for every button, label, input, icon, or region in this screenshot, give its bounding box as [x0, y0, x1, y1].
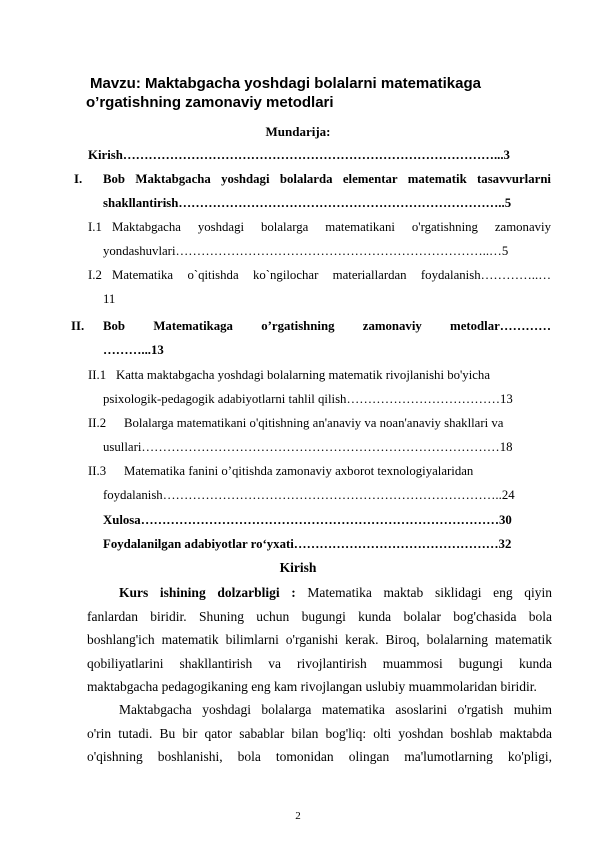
toc-chapter-1-title-cont: shakllantirish…………………………………………………………………..5	[103, 196, 512, 210]
toc-chapter-1-title: Bob Maktabgacha yoshdagi bolalarda elementar matematik tasavvurlarni	[103, 172, 551, 186]
toc-intro: Kirish……………………………………………………………………………...3	[88, 148, 510, 162]
paragraph-1-line-1-text: Matematika maktab siklidagi eng qiyin	[295, 585, 552, 600]
toc-section-2-3-title: Matematika fanini o’qitishda zamonaviy axborot texnologiyalaridan	[124, 464, 474, 478]
toc-chapter-1-number: I.	[74, 172, 83, 186]
paragraph-1-line-5: maktabgacha pedagogikaning eng kam rivojlangan uslubiy muammolaridan biridir.	[87, 679, 537, 694]
paragraph-2	[87, 698, 552, 769]
toc-conclusion: Xulosa…………………………………………………………………………30	[103, 513, 512, 527]
toc-references: Foydalanilgan adabiyotlar ro‘yxati…………………………………………32	[103, 537, 512, 551]
paragraph-1	[87, 581, 552, 699]
toc-chapter-2-number: II.	[71, 319, 85, 333]
paragraph-1-line-1	[87, 581, 552, 605]
toc-section-2-2-number: II.2	[88, 416, 107, 430]
toc-section-2-3-number: II.3	[88, 464, 107, 478]
toc-section-2-1-title-cont: psixologik-pedagogik adabiyotlarni tahlil qilish………………………………13	[103, 392, 513, 406]
paragraph-1-line-4: qobiliyatlarini shakllantirish va rivojlantirish muammosi bugungi kunda	[87, 655, 552, 671]
paragraph-1-line-2: fanlardan biridir. Shuning uchun bugungi kunda bolalar bog'chasida bola	[87, 608, 552, 624]
toc-section-2-1-number: II.1	[88, 368, 107, 382]
toc-section-1-1-title-cont: yondashuvlari………………………………………………………………..…5	[103, 244, 509, 258]
paragraph-2-line-2: o'rin tutadi. Bu bir qator sabablar bilan bog'liq: olti yoshdan boshlab maktabda	[87, 725, 552, 741]
title-line-1: Mavzu: Maktabgacha yoshdagi bolalarni matematikaga	[90, 75, 481, 92]
toc-chapter-2-title-cont: ………...13	[103, 343, 164, 357]
paragraph-2-line-1: Maktabgacha yoshdagi bolalarga matematika asoslarini o'rgatish muhim	[119, 702, 552, 717]
toc-chapter-2-title: Bob Matematikaga o’rgatishning zamonaviy metodlar…………	[103, 319, 551, 333]
toc-section-1-2-number: I.2	[88, 268, 102, 282]
page-number: 2	[295, 810, 301, 822]
paragraph-2-line-3: o'qishning boshlanishi, bola tomonidan olingan ma'lumotlarning ko'pligi,	[87, 749, 552, 764]
toc-section-2-3-title-cont: foydalanish……………………………………………………………………..24	[103, 488, 515, 502]
toc-section-2-2-title-cont: usullari…………………………………………………………………………18	[103, 440, 513, 454]
toc-section-1-2-page: 11	[103, 292, 116, 306]
paragraph-1-lead: Kurs ishining dolzarbligi :	[119, 585, 296, 600]
paragraph-1-line-3: boshlang'ich matematik bilimlarni o'rganishi kerak. Biroq, bolalarning matematik	[87, 632, 552, 647]
toc-section-1-1-number: I.1	[88, 220, 102, 234]
document-title	[86, 74, 526, 112]
contents-heading: Mundarija:	[265, 124, 331, 139]
intro-heading: Kirish	[279, 560, 317, 575]
toc-section-2-1-title: Katta maktabgacha yoshdagi bolalarning matematik rivojlanishi bo'yicha	[116, 368, 491, 382]
toc-section-2-2-title: Bolalarga matematikani o'qitishning an'anaviy va noan'anaviy shakllari va	[124, 416, 504, 430]
title-line-2: o’rgatishning zamonaviy metodlari	[86, 94, 334, 111]
toc-section-1-2-title: Matematika o`qitishda ko`ngilochar materiallardan foydalanish…………..…	[112, 268, 551, 282]
toc-section-1-1-title: Maktabgacha yoshdagi bolalarga matematikani o'rgatishning zamonaviy	[112, 220, 551, 234]
